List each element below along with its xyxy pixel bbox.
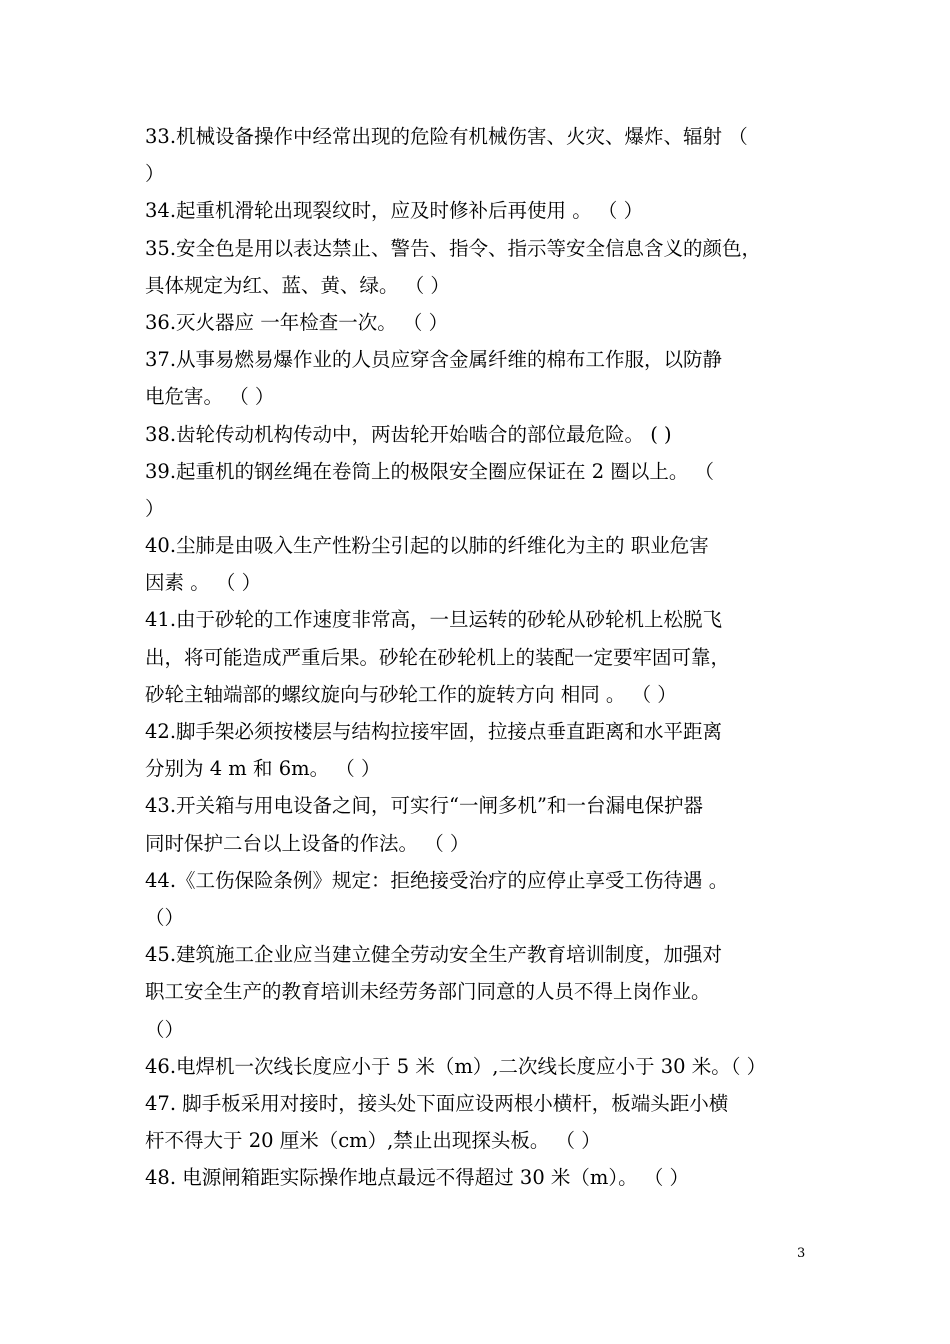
text-line-44-cont: （） [145, 905, 185, 929]
text-line-35: 35.安全色是用以表达禁止、警告、指令、指示等安全信息含义的颜色， [145, 236, 762, 260]
text-line-47: 47. 脚手板采用对接时，接头处下面应设两根小横杆，板端头距小横 [145, 1091, 729, 1115]
text-line-35-cont: 具体规定为红、蓝、黄、绿。 （ ） [145, 273, 450, 297]
text-line-33: 33.机械设备操作中经常出现的危险有机械伤害、火灾、爆炸、辐射 （ [145, 125, 748, 148]
text-line-48: 48. 电源闸箱距实际操作地点最远不得超过 30 米（m）。 （ ） [145, 1166, 690, 1190]
question-list [145, 118, 810, 1196]
page-number: 3 [797, 1246, 806, 1261]
text-line-43-cont: 同时保护二台以上设备的作法。 （ ） [145, 831, 470, 855]
text-line-46: 46.电焊机一次线长度应小于 5 米（m）,二次线长度应小于 30 米。（ ） [145, 1054, 767, 1078]
text-line-40-cont: 因素 。 （ ） [145, 571, 262, 595]
text-line-42-cont: 分别为 4 m 和 6m。 （ ） [145, 757, 381, 781]
text-line-45-cont: 职工安全生产的教育培训未经劳务部门同意的人员不得上岗作业。 [145, 980, 711, 1004]
text-line-41: 41.由于砂轮的工作速度非常高，一旦运转的砂轮从砂轮机上松脱飞 [145, 608, 723, 632]
text-line-42: 42.脚手架必须按楼层与结构拉接牢固，拉接点垂直距离和水平距离 [145, 720, 723, 743]
text-line-33-cont: ） [145, 162, 165, 186]
text-line-43: 43.开关箱与用电设备之间，可实行“一闸多机”和一台漏电保护器 [145, 794, 703, 818]
text-line-36: 36.灭火器应 一年检查一次。 （ ） [145, 310, 449, 334]
text-line-38: 38.齿轮传动机构传动中，两齿轮开始啮合的部位最危险。 ( ) [145, 422, 672, 446]
text-line-37-cont: 电危害。 （ ） [145, 385, 275, 409]
text-line-39: 39.起重机的钢丝绳在卷筒上的极限安全圈应保证在 2 圈以上。 （ [145, 459, 715, 483]
text-line-34: 34.起重机滑轮出现裂纹时，应及时修补后再使用 。 （ ） [145, 199, 644, 223]
text-line-40: 40.尘肺是由吸入生产性粉尘引起的以肺的纤维化为主的 职业危害 [145, 534, 709, 558]
text-line-44: 44.《工伤保险条例》规定：拒绝接受治疗的应停止享受工伤待遇 。 [145, 868, 729, 892]
text-line-45: 45.建筑施工企业应当建立健全劳动安全生产教育培训制度，加强对 [145, 943, 723, 967]
text-line-39-cont: ） [145, 496, 165, 520]
text-line-41-cont2: 砂轮主轴端部的螺纹旋向与砂轮工作的旋转方向 相同 。 （ ） [145, 682, 677, 706]
text-line-47-cont: 杆不得大于 20 厘米（cm）,禁止出现探头板。 （ ） [145, 1129, 601, 1153]
text-line-45-cont2: （） [145, 1017, 185, 1041]
text-line-41-cont: 出，将可能造成严重后果。砂轮在砂轮机上的装配一定要牢固可靠， [145, 645, 731, 669]
text-line-37: 37.从事易燃易爆作业的人员应穿含金属纤维的棉布工作服，以防静 [145, 348, 723, 372]
